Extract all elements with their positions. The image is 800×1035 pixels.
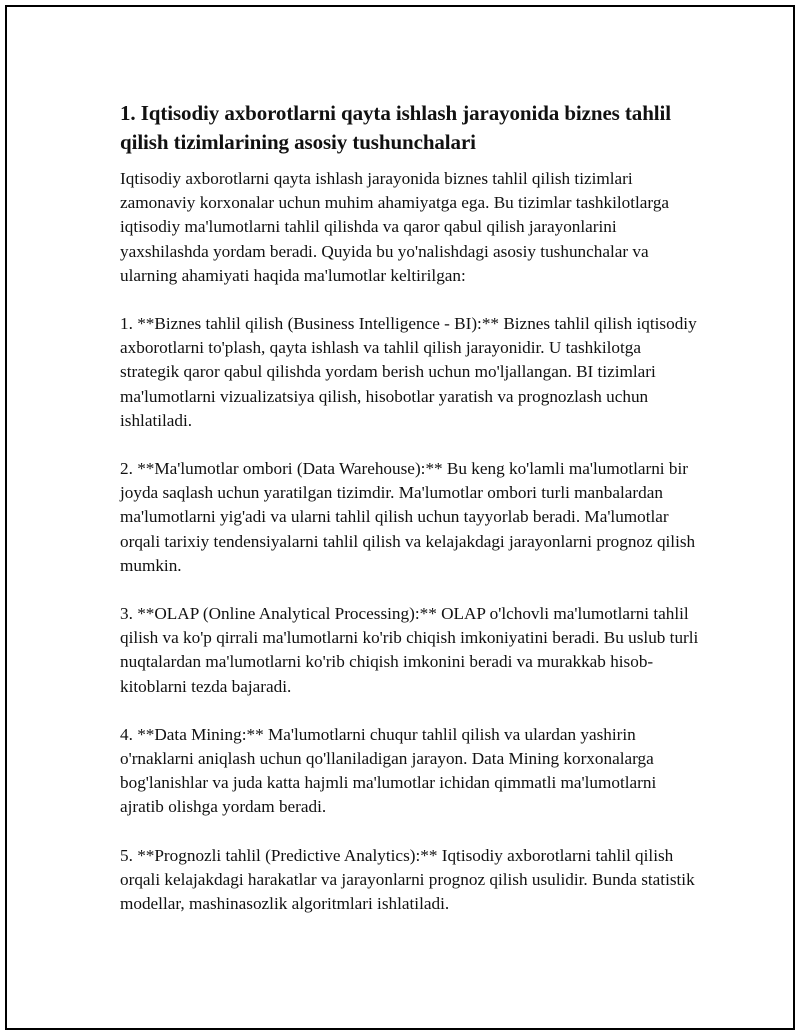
intro-paragraph: Iqtisodiy axborotlarni qayta ishlash jarayonida biznes tahlil qilish tizimlari zamonaviy korxonalar uchun muhim ahamiyatga ega. Bu tizimlar tashkilotlarga iqtisodiy ma'lumotlarni tahlil qilishda va qaror qabul qilish jarayonlarini yaxshilashda yordam beradi. Quyida bu yo'nalishdagi asosiy tushunchalar va ularning ahamiyati haqida ma'lumotlar keltirilgan: xyxy=(120,169,670,285)
document-body xyxy=(120,99,700,916)
page-frame xyxy=(5,5,795,1030)
document-heading: 1. Iqtisodiy axborotlarni qayta ishlash jarayonida biznes tahlil qilish tizimlarining asosiy tushunchalari xyxy=(120,101,671,154)
paragraph-business-intelligence: 1. **Biznes tahlil qilish (Business Intelligence - BI):** Biznes tahlil qilish iqtisodiy axborotlarni to'plash, qayta ishlash va tahlil qilish jarayonidir. U tashkilotga strategik qaror qabul qilishda yordam berish uchun mo'ljallangan. BI tizimlari ma'lumotlarni vizualizatsiya qilish, hisobotlar yaratish va prognozlash uchun ishlatiladi. xyxy=(120,314,697,430)
paragraph-data-mining: 4. **Data Mining:** Ma'lumotlarni chuqur tahlil qilish va ulardan yashirin o'rnaklarni aniqlash uchun qo'llaniladigan jarayon. Data Mining korxonalarga bog'lanishlar va juda katta hajmli ma'lumotlar ichidan qimmatli ma'lumotlarni ajratib olishga yordam beradi. xyxy=(120,724,657,817)
paragraph-data-warehouse: 2. **Ma'lumotlar ombori (Data Warehouse):** Bu keng ko'lamli ma'lumotlarni bir joyda saqlash uchun yaratilgan tizimdir. Ma'lumotlar ombori turli manbalardan ma'lumotlarni yig'adi va ularni tahlil qilish uchun tayyorlab beradi. Ma'lumotlar orqali tarixiy tendensiyalarni tahlil qilish va kelajakdagi jarayonlarni prognoz qilish mumkin. xyxy=(120,459,696,575)
paragraph-predictive-analytics: 5. **Prognozli tahlil (Predictive Analytics):** Iqtisodiy axborotlarni tahlil qilish orqali kelajakdagi harakatlar va jarayonlarni prognoz qilish usulidir. Bunda statistik modellar, mashinasozlik algoritmlari ishlatiladi. xyxy=(120,845,695,914)
paragraph-olap: 3. **OLAP (Online Analytical Processing):** OLAP o'lchovli ma'lumotlarni tahlil qilish va ko'p qirrali ma'lumotlarni ko'rib chiqish imkoniyatini beradi. Bu uslub turli nuqtalardan ma'lumotlarni ko'rib chiqish imkonini beradi va murakkab hisob-kitoblarni tezda bajaradi. xyxy=(120,604,699,696)
